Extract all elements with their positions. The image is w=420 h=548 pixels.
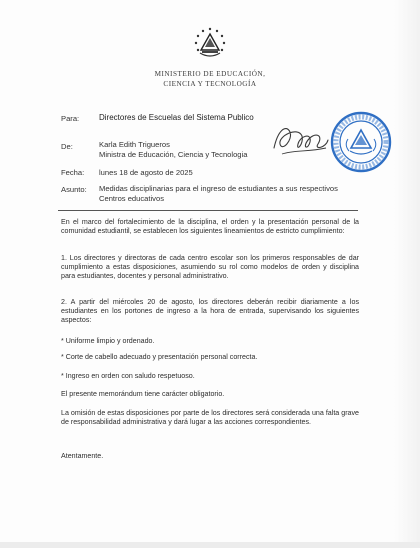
point-2-paragraph: 2. A partir del miércoles 20 de agosto, los directores deberán recibir diariamente a los estudiantes en los portones de ingreso a la hora de entrada, supervisando los siguientes aspectos: xyxy=(61,298,359,324)
intro-paragraph: En el marco del fortalecimiento de la disciplina, el orden y la presentación personal de la comunidad estudiantil, se establecen los siguientes lineamientos de estricto cumplimiento: xyxy=(61,218,359,235)
mandatory-paragraph: El presente memorándum tiene carácter obligatorio. xyxy=(61,390,225,398)
bullet-uniform: * Uniforme limpio y ordenado. xyxy=(61,337,155,345)
point-1-paragraph: 1. Los directores y directoras de cada centro escolar son los primeros responsables de dar cumplimiento a estas disposiciones, asumiendo su rol como modelos de orden y disciplina para estudiantes, docentes y personal administrativo. xyxy=(61,254,359,280)
ministry-line-1: MINISTERIO DE EDUCACIÓN, xyxy=(154,70,266,78)
bullet-greeting: * Ingreso en orden con saludo respetuoso. xyxy=(61,372,195,380)
asunto-line-2: Centros educativos xyxy=(99,194,165,203)
bullet-haircut: * Corte de cabello adecuado y presentación personal correcta. xyxy=(61,353,258,361)
ministry-name xyxy=(140,70,280,89)
official-seal-icon xyxy=(330,111,392,173)
de-title: Ministra de Educación, Ciencia y Tecnologia xyxy=(99,150,248,159)
de-name: Karla Edith Trigueros xyxy=(99,140,170,149)
page-edge-shadow xyxy=(394,0,420,548)
fecha-label: Fecha: xyxy=(61,168,85,177)
coat-of-arms-icon xyxy=(193,26,227,60)
signature xyxy=(268,118,332,164)
page-bottom-edge xyxy=(0,542,420,548)
omission-paragraph: La omisión de estas disposiciones por parte de los directores será considerada una falta grave de responsabilidad administrativa y dará lugar a las acciones correspondientes. xyxy=(61,409,359,426)
asunto-line-1: Medidas disciplinarias para el ingreso de estudiantes a sus respectivos xyxy=(99,184,338,193)
asunto-label: Asunto: xyxy=(61,185,87,194)
ministry-line-2: CIENCIA Y TECNOLOGÍA xyxy=(163,79,257,88)
para-value: Directores de Escuelas del Sistema Publico xyxy=(99,113,254,122)
header-divider xyxy=(58,210,358,211)
para-label: Para: xyxy=(61,114,80,123)
de-label: De: xyxy=(61,142,73,151)
fecha-value: lunes 18 de agosto de 2025 xyxy=(99,168,193,177)
closing-text: Atentamente. xyxy=(61,452,104,460)
